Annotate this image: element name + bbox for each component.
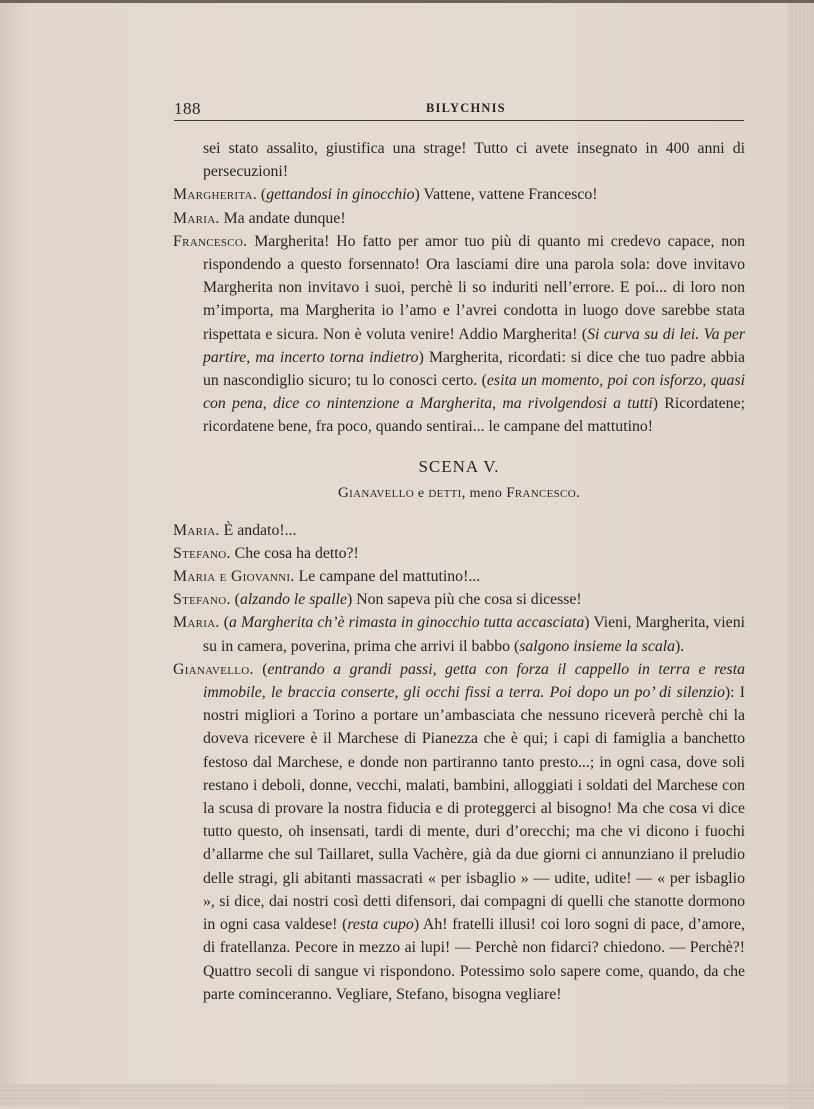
- speech-line: [173, 565, 745, 588]
- scene-connector: e: [413, 485, 429, 501]
- speaker-name: Stefano.: [173, 544, 231, 562]
- speech-line: [173, 183, 745, 206]
- dialogue-text: ) Vattene, vattene Francesco!: [414, 186, 598, 204]
- dialogue-after-scene: [173, 519, 745, 1006]
- scene-character-detti: detti,: [428, 484, 466, 501]
- stage-direction: entrando a grandi passi, getta con forza il cappello in terra e resta immobile, le braccia conserte, gli occhi fissi a terra. Poi dopo un po’ di silenzio: [203, 660, 745, 702]
- dialogue-text: ) Ricordatene; ricordatene bene, fra poco, quando sentirai... le campane del mattutino!: [203, 395, 745, 436]
- speech-line: [173, 519, 745, 542]
- header-rule: [174, 120, 744, 121]
- continuation-paragraph: sei stato assalito, giustifica una strage! Tutto ci avete insegnato in 400 anni di persecuzioni!: [203, 140, 745, 181]
- speaker-name: Maria e Giovanni.: [173, 568, 295, 586]
- dialogue-text: Le campane del mattutino!...: [298, 568, 481, 586]
- scene-title: SCENA V.: [418, 456, 500, 476]
- scene-character-francesco: Francesco.: [506, 484, 580, 501]
- stage-direction: alzando le spalle: [239, 591, 347, 609]
- speech-line: [173, 658, 745, 1006]
- speaker-name: Margherita.: [173, 186, 257, 204]
- scene-character-gianavello: Gianavello: [337, 484, 414, 501]
- page-number: 188: [174, 99, 201, 118]
- dialogue-text: (: [234, 591, 240, 609]
- speaker-name: Maria.: [173, 521, 220, 539]
- scene-characters: [173, 483, 745, 504]
- dialogue-before-scene: [173, 183, 745, 438]
- speech-line: [173, 230, 745, 439]
- dialogue-text: Margherita! Ho fatto per amor tuo più di quanto mi credevo capace, non rispondendo a questo forsennato! Ora lasciami dire una parola sola: dove invitavo Margherita non invitavo i suoi, perchè li so induriti nell’errore. E poi... di loro non m’importa, ma Margherita io l’amo e l’avrei condotta in luogo dove sarebbe stata rispettata e sicura. Non è voluta venire! Addio Margherita! (: [203, 232, 746, 343]
- dialogue-text: ) Ah! fratelli illusi! coi loro sogni di pace, d’amore, di fratellanza. Pecore in mezzo ai lupi! — Perchè non fidarci? chiedono. — Perchè?! Quattro secoli di sangue vi rispondono. Potessimo solo sapere come, quando, da che parte cominceranno. Vegliare, Stefano, bisogna vegliare!: [203, 916, 745, 1003]
- speech-line: [173, 611, 745, 657]
- speaker-name: Maria.: [173, 209, 220, 227]
- dialogue-text: ): I nostri migliori a Torino a portare un’ambasciata che nessuno riceverà perchè chi la doveva ricevere è il Marchese di Pianezza che è qui; i capi di famiglia a banchetto festoso dal Marchese, e donde non partiranno tanto presto...; in ogni casa, dove soli restano i deboli, donne, vecchi, malati, bambini, alloggiati i soldati del Marchese con la scusa di provare la nostra fiducia e di proteggerci al bisogno! Ma che cosa vi dice tutto questo, oh insensati, tardi di mente, duri d’orecchi; ma che vi dicono i fuochi d’allarme che sul Taillaret, sulla Vachère, già da due giorni ci annunziano il preludio delle stragi, gli abitanti massacrati « per isbaglio » — udite, udite! — « per isbaglio », si dice, dai nostri così detti difensori, dai compagni di quelli che stanotte dormono in ogni casa valdese! (: [203, 684, 746, 934]
- dialogue-text: ) Non sapeva più che cosa si dicesse!: [347, 591, 582, 609]
- running-head: BILYCHNIS: [426, 101, 506, 115]
- page-edge-bottom: [0, 1084, 814, 1106]
- page-header: [174, 99, 744, 119]
- speaker-name: Gianavello.: [173, 660, 254, 678]
- dialogue-text: Che cosa ha detto?!: [234, 544, 359, 562]
- stage-direction: gettandosi in ginocchio: [266, 186, 415, 204]
- dialogue-text: ).: [675, 637, 685, 655]
- dialogue-text: (: [223, 614, 230, 632]
- dialogue-text: ) Margherita, ricordati: si dice che tuo padre abbia un nascondiglio sicuro; tu lo conosci certo. (: [203, 348, 745, 390]
- stage-direction: esita un momento, poi con isforzo, quasi con pena, dice co nintenzione a Margherita, ma rivolgendosi a tutti: [203, 372, 745, 413]
- dialogue-text: (: [262, 660, 268, 678]
- speech-line: [173, 207, 745, 230]
- speaker-name: Stefano.: [173, 591, 231, 609]
- dialogue-text: Ma andate dunque!: [223, 209, 346, 227]
- stage-direction: Si curva su di lei. Va per partire, ma incerto torna indietro: [203, 325, 745, 366]
- speaker-name: Francesco.: [173, 232, 248, 250]
- dialogue-text: (: [260, 186, 267, 204]
- page-text: [173, 137, 745, 1006]
- speech-line: [173, 588, 745, 611]
- page-edge-right: [788, 3, 814, 1109]
- stage-direction: salgono insieme la scala: [519, 637, 676, 655]
- stage-direction: resta cupo: [347, 916, 414, 934]
- dialogue-text: ) Vieni, Margherita, vieni su in camera, poverina, prima che arrivi il babbo (: [203, 614, 745, 655]
- speaker-name: Maria.: [173, 614, 220, 632]
- dialogue-text: È andato!...: [223, 521, 297, 539]
- stage-direction: a Margherita ch’è rimasta in ginocchio tutta accasciata: [229, 614, 585, 632]
- speech-line: [173, 542, 745, 565]
- scene-connector-meno: meno: [465, 485, 507, 501]
